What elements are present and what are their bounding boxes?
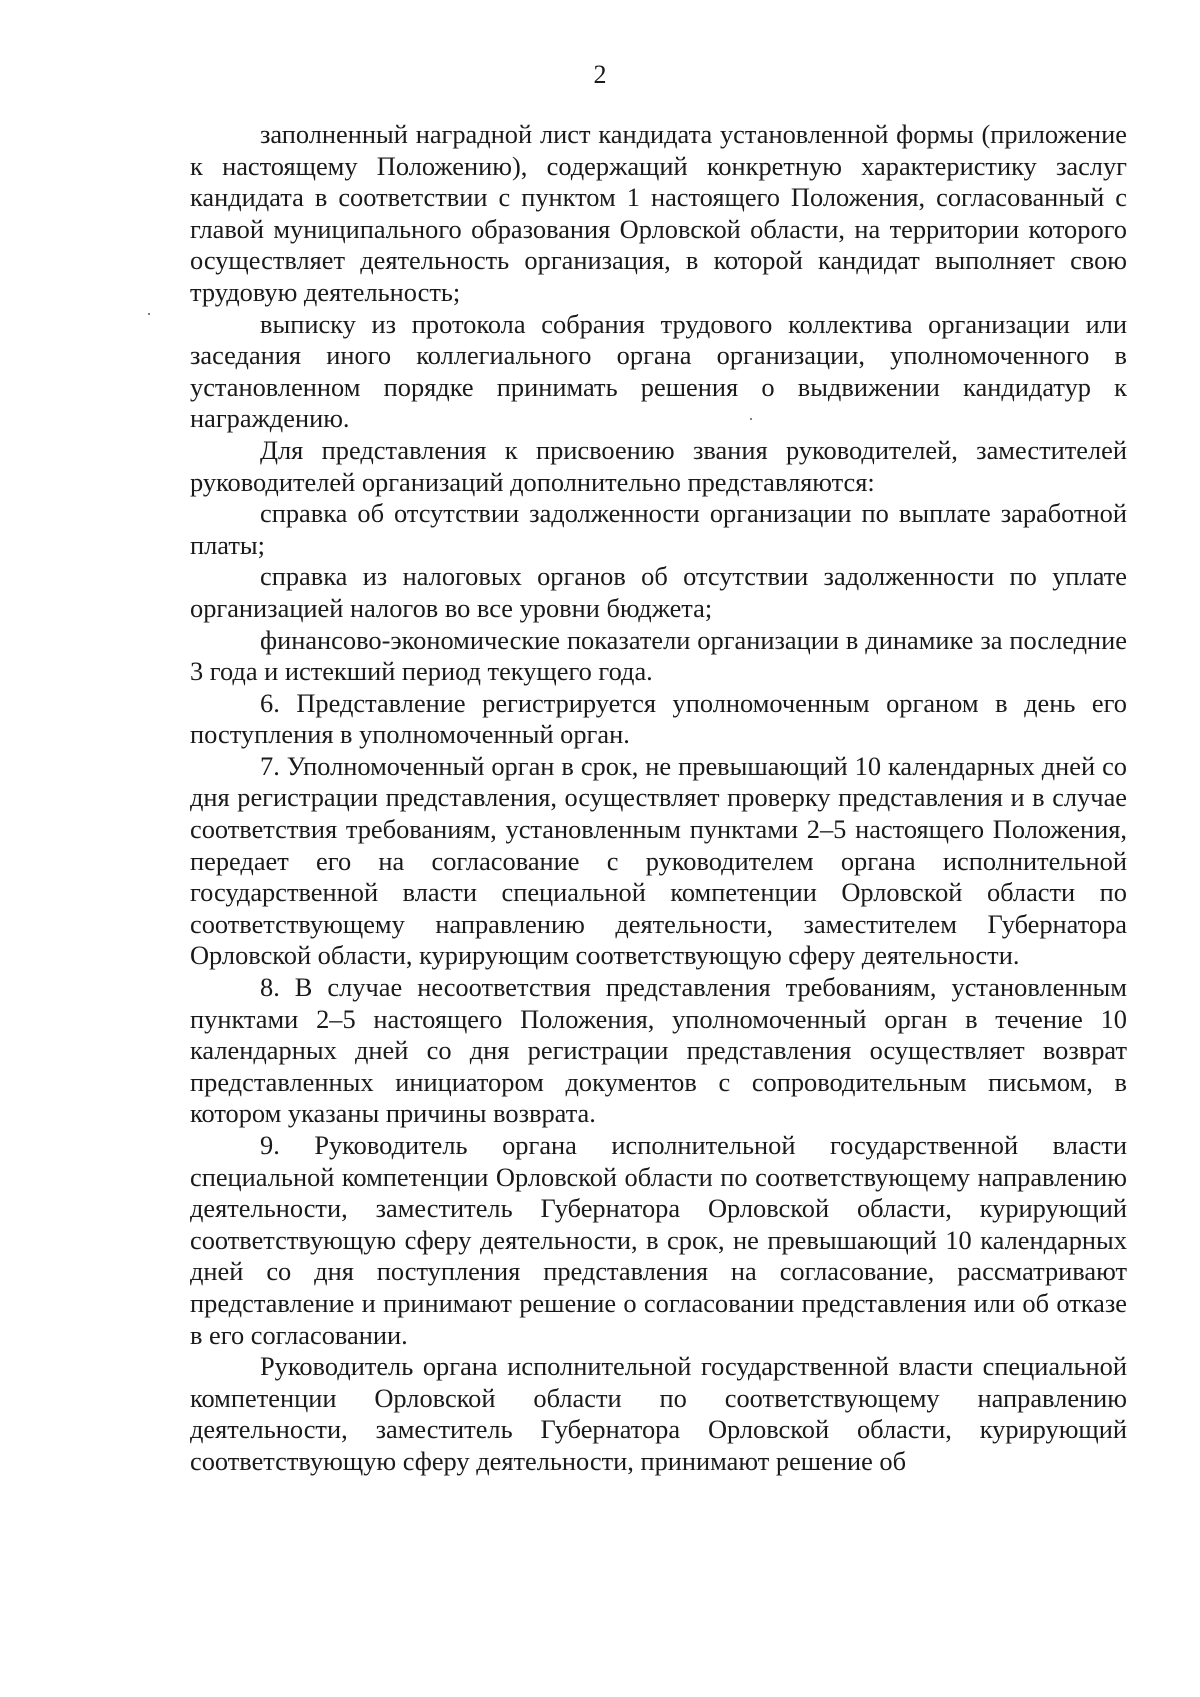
paragraph-head-decision: Руководитель органа исполнительной государственной власти специальной компетенции Орловской области по соответствующему направлению деятельности, заместитель Губернатора Орловской области, курирующий соответствующую сферу деятельности, принимают решение об (190, 1351, 1127, 1476)
paragraph-item-8: 8. В случае несоответствия представления требованиям, установленным пунктами 2–5 настоящего Положения, уполномоченный орган в течение 10 календарных дней со дня регистрации представления осуществляет возврат представленных инициатором документов с сопроводительным письмом, в котором указаны причины возврата. (190, 972, 1127, 1129)
scan-speck (750, 418, 752, 420)
page-number: 2 (593, 60, 607, 89)
paragraph-item-9: 9. Руководитель органа исполнительной государственной власти специальной компетенции Орловской области по соответствующему направлению деятельности, заместитель Губернатора Орловской области, курирующий соответствующую сферу деятельности, в срок, не превышающий 10 календарных дней со дня поступления представления на согласование, рассматривают представление и принимают решение о согласовании представления или об отказе в его согласовании. (190, 1130, 1127, 1350)
paragraph-item-7: 7. Уполномоченный орган в срок, не превышающий 10 календарных дней со дня регистрации представления, осуществляет проверку представления и в случае соответствия требованиям, установленным пунктами 2–5 настоящего Положения, передает его на согласование с руководителем органа исполнительной государственной власти специальной компетенции Орловской области по соответствующему направлению деятельности, заместителем Губернатора Орловской области, курирующим соответствующую сферу деятельности. (190, 750, 1127, 971)
paragraph-protocol-extract: выписку из протокола собрания трудового коллектива организации или заседания иного коллегиального органа организации, уполномоченного в установленном порядке принимать решения о выдвижении кандидатур к награждению. (190, 308, 1127, 434)
paragraph-tax-certificate: справка из налоговых органов об отсутствии задолженности по уплате организацией налогов во все уровни бюджета; (190, 561, 1127, 623)
paragraph-financial-indicators: финансово-экономические показатели организации в динамике за последние 3 года и истекший период текущего года. (190, 624, 1127, 687)
document-body (190, 119, 1127, 1478)
paragraph-award-sheet: заполненный наградной лист кандидата установленной формы (приложение к настоящему Положению), содержащий конкретную характеристику заслуг кандидата в соответствии с пунктом 1 настоящего Положения, согласованный с главой муниципального образования Орловской области, на территории которого осуществляет деятельность организация, в которой кандидат выполняет свою трудовую деятельность; (190, 119, 1127, 307)
paragraph-item-6: 6. Представление регистрируется уполномоченным органом в день его поступления в уполномоченный орган. (190, 687, 1127, 750)
paragraph-additional-docs: Для представления к присвоению звания руководителей, заместителей руководителей организаций дополнительно представляются: (190, 434, 1127, 497)
scan-speck (148, 313, 150, 315)
paragraph-salary-certificate: справка об отсутствии задолженности организации по выплате заработной платы; (190, 498, 1127, 560)
